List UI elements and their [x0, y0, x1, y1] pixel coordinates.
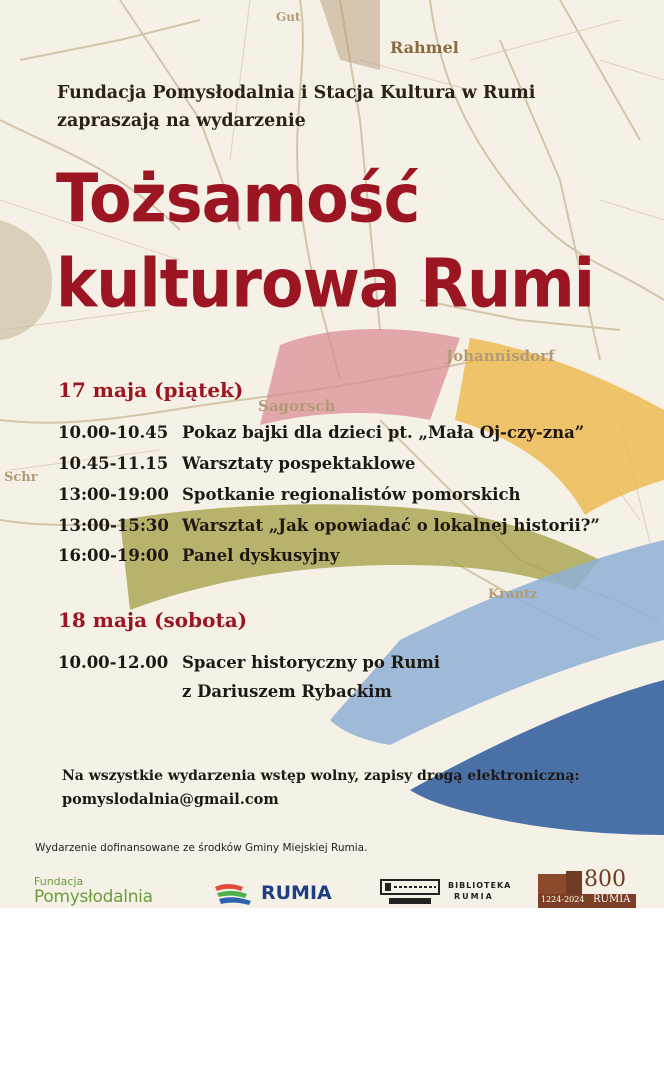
jubilee-number: 800 [584, 867, 626, 892]
schedule-row [58, 423, 658, 451]
rumia-emblem-icon [213, 881, 253, 907]
day-2-heading: 18 maja (sobota) [58, 608, 248, 632]
biblioteka-book-icon [380, 878, 442, 906]
title-line-1: Tożsamość [56, 158, 420, 238]
schedule-time: 13:00-15:30 [58, 516, 169, 535]
schedule-description: Warsztat „Jak opowiadać o lokalnej historii?” [182, 516, 600, 535]
schedule-time: 13:00-19:00 [58, 485, 169, 504]
intro-line-2: zapraszają na wydarzenie [57, 111, 306, 131]
schedule-description: Spotkanie regionalistów pomorskich [182, 485, 521, 504]
pomyslodalnia-logo-main: Pomysłodalnia [34, 887, 153, 907]
contact-email[interactable]: pomyslodalnia@gmail.com [62, 791, 279, 808]
schedule-row [58, 454, 658, 482]
schedule-time: 10.00-10.45 [58, 423, 169, 442]
jubilee-years: 1224-2024 [541, 895, 585, 904]
funding-note: Wydarzenie dofinansowane ze środków Gminy Miejskiej Rumia. [35, 842, 368, 854]
schedule-row [58, 682, 658, 710]
schedule-description: Panel dyskusyjny [182, 546, 340, 565]
schedule-row [58, 485, 658, 513]
title-line-2: kulturowa Rumi [56, 243, 595, 323]
schedule-description: Spacer historyczny po Rumi [182, 653, 441, 672]
day-1-heading: 17 maja (piątek) [58, 378, 244, 402]
schedule-row [58, 516, 658, 544]
map-town-block [320, 0, 380, 70]
map-label-schr: Schr [4, 470, 38, 485]
schedule-time: 10.00-12.00 [58, 653, 169, 672]
map-label-gut: Gut [276, 10, 301, 24]
map-label-johannisdorf: Johannisdorf [446, 347, 555, 365]
schedule-row [58, 546, 658, 574]
map-label-rahmel: Rahmel [390, 38, 459, 57]
rumia-800-jubilee-logo [538, 868, 638, 908]
schedule-row [58, 653, 658, 681]
pomyslodalnia-logo [34, 876, 184, 908]
schedule-time: 16:00-19:00 [58, 546, 169, 565]
jubilee-name: RUMIA [593, 894, 631, 905]
rumia-city-logo [213, 880, 348, 908]
rumia-logo-text: RUMIA [261, 882, 332, 904]
map-forest-shading [0, 220, 52, 340]
registration-note: Na wszystkie wydarzenia wstęp wolny, zapisy drogą elektroniczną: [62, 768, 580, 784]
pomyslodalnia-logo-top: Fundacja [34, 875, 84, 888]
map-label-sagorsch: Sagorsch [258, 397, 336, 415]
biblioteka-logo-line1: BIBLIOTEKA [448, 881, 512, 890]
schedule-time: 10.45-11.15 [58, 454, 169, 473]
schedule-description: Warsztaty pospektaklowe [182, 454, 416, 473]
biblioteka-logo-line2: RUMIA [454, 892, 494, 901]
intro-line-1: Fundacja Pomysłodalnia i Stacja Kultura w Rumi [57, 83, 536, 103]
schedule-description: z Dariuszem Rybackim [182, 682, 392, 701]
schedule-description: Pokaz bajki dla dzieci pt. „Mała Oj-czy-zna” [182, 423, 585, 442]
biblioteka-logo [380, 878, 512, 908]
map-label-krantz: Krantz [488, 587, 538, 602]
